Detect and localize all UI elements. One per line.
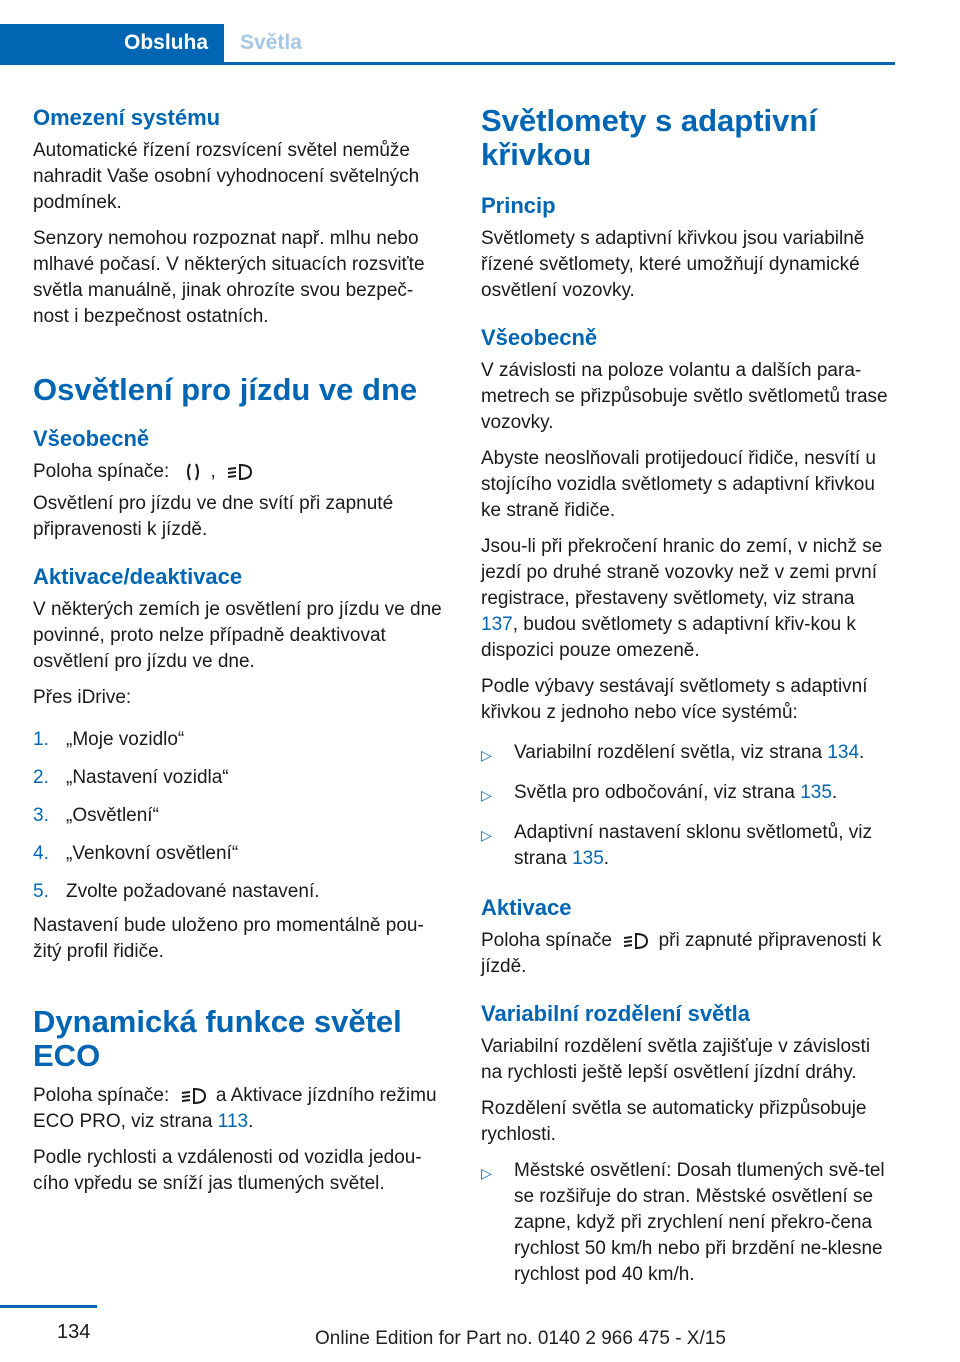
edition-footer: Online Edition for Part no. 0140 2 966 475 - X/15 bbox=[315, 1328, 726, 1349]
page-link[interactable]: 135 bbox=[800, 782, 832, 803]
low-beam-icon bbox=[621, 929, 649, 953]
page-link[interactable]: 134 bbox=[827, 742, 860, 763]
page-number: 134 bbox=[57, 1321, 91, 1343]
drl-heading: Osvětlení pro jízdu ve dne bbox=[33, 372, 418, 407]
low-beam-icon bbox=[179, 1084, 207, 1108]
page-link[interactable]: 113 bbox=[217, 1111, 249, 1132]
footer-line bbox=[0, 1305, 97, 1308]
tab-svetla[interactable]: Světla bbox=[240, 31, 302, 54]
saved-paragraph: Nastavení bude uloženo pro momentálně pou‐žitý profil řidiče. bbox=[33, 915, 424, 962]
list-item: ▷ Variabilní rozdělení světla, viz strana 134. bbox=[481, 740, 896, 766]
triangle-bullet-icon: ▷ bbox=[481, 827, 492, 843]
eco-paragraph-2: Podle rychlosti a vzdálenosti od vozidla jedou‐cího vpředu se sníží jas tlumených světel. bbox=[33, 1147, 422, 1194]
list-item: 2. „Nastavení vozidla“ bbox=[33, 767, 229, 788]
drl-paragraph: Osvětlení pro jízdu ve dne svítí při zapnuté připravenosti k jízdě. bbox=[33, 493, 394, 540]
auto-light-icon bbox=[179, 460, 207, 484]
principle-paragraph: Světlomety s adaptivní křivkou jsou variabilně řízené světlomety, které umožňují dynamické osvětlení vozovky. bbox=[481, 228, 865, 301]
list-item: ▷ Adaptivní nastavení sklonu světlometů, viz strana 135. bbox=[481, 822, 873, 869]
general-paragraph-1: V závislosti na poloze volantu a dalších para‐metrech se přizpůsobuje světlo světlometů trase vozovky. bbox=[481, 360, 888, 433]
page-link[interactable]: 135 bbox=[572, 848, 604, 869]
eco-heading: Dynamická funkce světel ECO bbox=[33, 1004, 402, 1073]
drl-general-heading: Všeobecně bbox=[33, 426, 150, 451]
tab-obsluha[interactable]: Obsluha bbox=[0, 24, 224, 62]
adaptive-heading: Světlomety s adaptivní křivkou bbox=[481, 103, 817, 172]
variable-paragraph-1: Variabilní rozdělení světla zajišťuje v závislosti na rychlosti ještě lepší osvětlení jízdní dráhy. bbox=[481, 1036, 871, 1083]
activation-heading: Aktivace bbox=[481, 895, 572, 920]
list-item: 4. „Venkovní osvětlení“ bbox=[33, 843, 239, 864]
limits-paragraph-2: Senzory nemohou rozpoznat např. mlhu nebo mlhavé počasí. V některých situacích rozsviťte světla manuálně, jinak ohrozíte svou bezpeč‐nost i bezpečnost ostatních. bbox=[33, 228, 425, 327]
triangle-bullet-icon: ▷ bbox=[481, 787, 492, 803]
general-paragraph-4: Podle výbavy sestávají světlomety s adaptivní křivkou z jednoho nebo více systémů: bbox=[481, 676, 868, 723]
principle-heading: Princip bbox=[481, 193, 556, 218]
idrive-label: Přes iDrive: bbox=[33, 687, 132, 708]
general-heading: Všeobecně bbox=[481, 325, 598, 350]
general-paragraph-3: Jsou-li při překročení hranic do zemí, v nichž se jezdí po druhé straně vozovky než v zemi první registrace, přestaveny světlomety, viz strana 137, budou světlomety s adaptivní křiv‐kou k dispozici pouze omezeně. bbox=[481, 536, 883, 661]
page-link[interactable]: 137 bbox=[481, 614, 513, 635]
general-paragraph-2: Abyste neoslňovali protijedoucí řidiče, nesvítí u stojícího vozidla světlomety s adaptivní křivkou ke straně řidiče. bbox=[481, 448, 876, 521]
activate-paragraph: V některých zemích je osvětlení pro jízdu ve dne povinné, proto nelze případně deaktivovat osvětlení pro jízdu ve dne. bbox=[33, 599, 442, 672]
list-item: ▷ Městské osvětlení: Dosah tlumených svě‐tel se rozšiřuje do stran. Městské osvětlení se zapne, když při zrychlení není překro‐čena rychlost 50 km/h nebo při brzdění ne‐klesne rychlost pod 40 km/h. bbox=[481, 1160, 885, 1285]
eco-paragraph-1: Poloha spínače: a Aktivace jízdního režimu ECO PRO, viz strana 113. bbox=[33, 1085, 437, 1132]
low-beam-icon bbox=[225, 460, 253, 484]
variable-heading: Variabilní rozdělení světla bbox=[481, 1001, 750, 1026]
switch-label: Poloha spínače: bbox=[33, 461, 170, 482]
list-item: 5. Zvolte požadované nastavení. bbox=[33, 881, 320, 902]
variable-paragraph-2: Rozdělení světla se automaticky přizpůsobuje rychlosti. bbox=[481, 1098, 867, 1145]
triangle-bullet-icon: ▷ bbox=[481, 747, 492, 763]
switch-separator: , bbox=[210, 461, 216, 482]
drl-switch-position bbox=[33, 459, 443, 485]
left-column bbox=[33, 104, 443, 1197]
right-column bbox=[481, 104, 896, 1288]
list-item: ▷ Světla pro odbočování, viz strana 135. bbox=[481, 780, 896, 806]
systems-list bbox=[481, 740, 896, 872]
limits-heading: Omezení systému bbox=[33, 105, 221, 130]
list-item: 1. „Moje vozidlo“ bbox=[33, 729, 185, 750]
activate-heading: Aktivace/deaktivace bbox=[33, 564, 243, 589]
header-bar bbox=[0, 24, 895, 65]
triangle-bullet-icon: ▷ bbox=[481, 1165, 492, 1181]
idrive-steps bbox=[33, 727, 443, 905]
activation-paragraph: Poloha spínače při zapnuté připravenosti k jízdě. bbox=[481, 930, 882, 977]
variable-list bbox=[481, 1158, 896, 1288]
list-item: 3. „Osvětlení“ bbox=[33, 805, 159, 826]
limits-paragraph-1: Automatické řízení rozsvícení světel nemůže nahradit Vaše osobní vyhodnocení světelných podmínek. bbox=[33, 140, 420, 213]
